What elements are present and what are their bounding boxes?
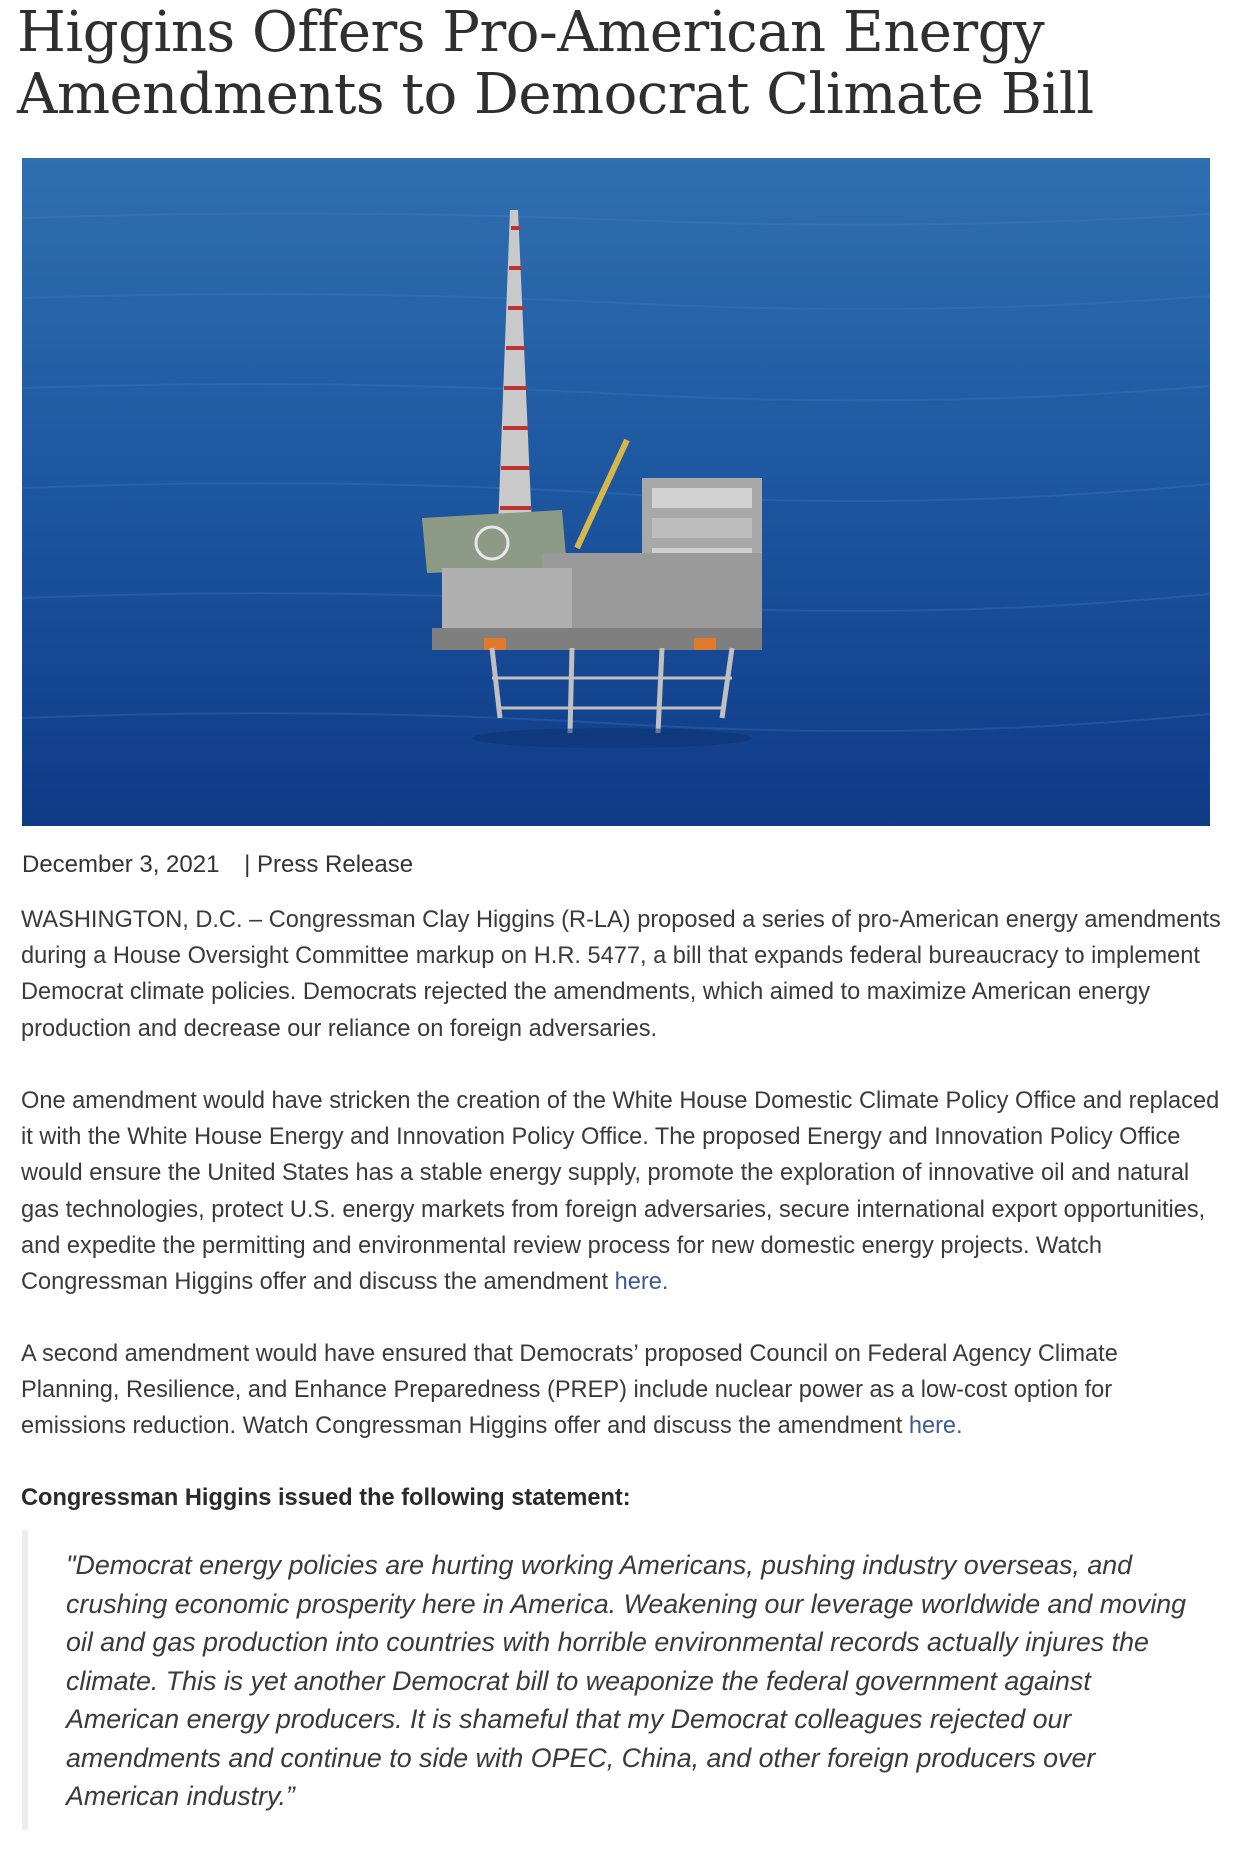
- paragraph-1: WASHINGTON, D.C. – Congressman Clay Higgins (R-LA) proposed a series of pro-American energy amendments during a House Oversight Committee markup on H.R. 5477, a bill that expands federal bureaucracy to implement Democrat climate policies. Democrats rejected the amendments, which aimed to maximize American energy production and decrease our reliance on foreign adversaries.: [21, 907, 1221, 1042]
- statement-quote: [22, 1530, 1212, 1830]
- offshore-oil-platform-photo: [22, 158, 1210, 826]
- amendment-1-video-link[interactable]: here.: [614, 1269, 669, 1296]
- paragraph-3-text: A second amendment would have ensured that Democrats’ proposed Council on Federal Agency Climate Planning, Resilience, and Enhance Preparedness (PREP) include nuclear power as a low-cost option for emissions reduction. Watch Congressman Higgins offer and discuss the amendment: [21, 1341, 1118, 1440]
- paragraph-3: [21, 1336, 1221, 1445]
- hero-image: [22, 158, 1210, 826]
- paragraph-2-text: One amendment would have stricken the creation of the White House Domestic Climate Policy Office and replaced it with the White House Energy and Innovation Policy Office. The proposed Energy and Innovation Policy Office would ensure the United States has a stable energy supply, promote the exploration of innovative oil and natural gas technologies, protect U.S. energy markets from foreign adversaries, secure international export opportunities, and expedite the permitting and environmental review process for new domestic energy projects. Watch Congressman Higgins offer and discuss the amendment: [21, 1088, 1220, 1296]
- article-meta: [22, 850, 413, 880]
- statement-lead: Congressman Higgins issued the following statement:: [21, 1485, 631, 1511]
- paragraph-2: [21, 1083, 1221, 1300]
- article-category: | Press Release: [244, 851, 414, 878]
- article-title: Higgins Offers Pro-American Energy Amendments to Democrat Climate Bill: [17, 0, 1094, 127]
- quote-text: "Democrat energy policies are hurting working Americans, pushing industry overseas, and crushing economic prosperity here in America. Weakening our leverage worldwide and moving oil and gas production into countries with horrible environmental records actually injures the climate. This is yet another Democrat bill to weaponize the federal government against American energy producers. It is shameful that my Democrat colleagues rejected our amendments and continue to side with OPEC, China, and other foreign producers over American industry.”: [66, 1550, 1187, 1811]
- publish-date: December 3, 2021: [22, 851, 220, 878]
- amendment-2-video-link[interactable]: here.: [908, 1413, 963, 1440]
